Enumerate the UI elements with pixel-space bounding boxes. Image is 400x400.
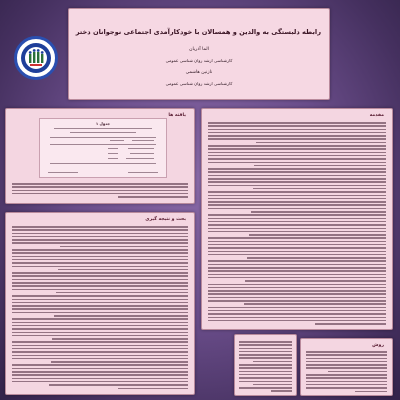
text-line xyxy=(306,364,387,366)
text-line xyxy=(12,318,188,320)
discussion-text xyxy=(12,226,188,391)
table-note xyxy=(48,172,78,173)
text-line xyxy=(12,325,188,327)
table-label: جدول ۱ xyxy=(95,121,111,126)
text-line xyxy=(208,185,386,187)
text-line xyxy=(306,377,387,379)
text-line xyxy=(12,262,188,264)
text-line xyxy=(12,378,188,380)
text-line xyxy=(12,374,188,376)
text-line xyxy=(12,305,188,307)
discussion-title: بحث و نتیجه گیری xyxy=(145,217,186,222)
table-cell xyxy=(110,140,124,141)
text-line xyxy=(239,381,292,383)
text-line xyxy=(306,381,387,383)
text-line xyxy=(12,226,188,228)
notes-text xyxy=(239,341,292,394)
text-line xyxy=(208,251,386,253)
text-line xyxy=(208,247,386,249)
text-line xyxy=(208,181,386,183)
text-line xyxy=(306,367,387,369)
text-line xyxy=(208,122,386,124)
table-note xyxy=(128,172,158,173)
text-line xyxy=(208,168,386,170)
text-line xyxy=(12,299,188,301)
text-line xyxy=(251,211,386,213)
text-line xyxy=(208,297,386,299)
text-line xyxy=(306,354,387,356)
text-line xyxy=(12,302,188,304)
text-line xyxy=(315,323,386,325)
text-line xyxy=(12,183,188,185)
poster-header xyxy=(68,8,330,100)
text-line xyxy=(12,242,188,244)
discussion-section xyxy=(5,212,195,395)
text-line xyxy=(208,208,386,210)
text-line xyxy=(208,270,386,272)
text-line xyxy=(208,201,386,203)
author-affiliation-2: کارشناسی ارشد روان شناسی عمومی xyxy=(165,81,233,86)
text-line xyxy=(208,129,386,131)
text-line xyxy=(118,388,188,390)
text-line xyxy=(12,190,188,192)
text-line xyxy=(12,328,188,330)
table-cell xyxy=(108,158,118,159)
text-line xyxy=(208,135,386,137)
text-line xyxy=(208,260,386,262)
text-line xyxy=(208,237,386,239)
text-line xyxy=(306,351,387,353)
text-line xyxy=(239,341,292,343)
text-line xyxy=(208,310,386,312)
text-line xyxy=(208,290,386,292)
text-line xyxy=(254,165,386,167)
text-line xyxy=(12,193,188,195)
text-line xyxy=(208,284,386,286)
poster-title: رابطه دلبستگی به والدین و همسالان با خودکارآمدی اجتماعی نوجوانان دختر xyxy=(75,28,321,36)
text-line xyxy=(208,221,386,223)
text-line xyxy=(12,279,188,281)
text-line xyxy=(208,313,386,315)
text-line xyxy=(12,239,188,241)
text-line xyxy=(208,241,386,243)
text-line xyxy=(12,285,188,287)
text-line xyxy=(239,387,292,389)
text-line xyxy=(208,264,386,266)
findings-title: یافته ها xyxy=(168,113,186,118)
text-line xyxy=(306,358,387,360)
text-line xyxy=(12,312,188,314)
text-line xyxy=(12,249,188,251)
method-title: روش xyxy=(372,343,384,348)
text-line xyxy=(12,236,188,238)
author-name-1: الما آذریان xyxy=(189,47,209,52)
table-cell xyxy=(128,148,154,149)
text-line xyxy=(247,257,386,259)
text-line xyxy=(12,266,188,268)
text-line xyxy=(239,374,292,376)
text-line xyxy=(12,229,188,231)
table-cell xyxy=(132,140,154,141)
text-line xyxy=(51,361,188,363)
text-line xyxy=(12,289,188,291)
table-rule xyxy=(50,163,156,164)
text-line xyxy=(208,132,386,134)
text-line xyxy=(208,254,386,256)
text-line xyxy=(244,303,386,305)
text-line xyxy=(56,292,188,294)
table-cell xyxy=(108,153,118,154)
text-line xyxy=(253,188,387,190)
text-line xyxy=(12,355,188,357)
text-line xyxy=(12,351,188,353)
text-line xyxy=(12,259,188,261)
text-line xyxy=(208,152,386,154)
text-line xyxy=(12,308,188,310)
method-text xyxy=(306,351,387,394)
text-line xyxy=(253,384,292,386)
text-line xyxy=(208,204,386,206)
text-line xyxy=(245,280,386,282)
text-line xyxy=(239,371,292,373)
text-line xyxy=(208,162,386,164)
text-line xyxy=(306,374,387,376)
text-line xyxy=(208,228,386,230)
text-line xyxy=(208,307,386,309)
text-line xyxy=(256,142,386,144)
text-line xyxy=(52,338,188,340)
text-line xyxy=(239,348,292,350)
text-line xyxy=(355,391,387,393)
table-cell xyxy=(130,153,154,154)
text-line xyxy=(12,335,188,337)
text-line xyxy=(49,384,188,386)
text-line xyxy=(12,256,188,258)
text-line xyxy=(208,148,386,150)
table-cell xyxy=(126,158,154,159)
text-line xyxy=(60,246,188,248)
text-line xyxy=(12,295,188,297)
text-line xyxy=(306,387,387,389)
table-cell xyxy=(108,148,118,149)
findings-section xyxy=(5,108,195,204)
text-line xyxy=(328,371,387,373)
text-line xyxy=(239,357,292,359)
text-line xyxy=(253,361,292,363)
text-line xyxy=(208,145,386,147)
author-affiliation-1: کارشناسی ارشد روان شناسی عمومی xyxy=(165,58,233,63)
text-line xyxy=(12,364,188,366)
table-rule xyxy=(50,137,156,138)
text-line xyxy=(208,198,386,200)
text-line xyxy=(208,155,386,157)
text-line xyxy=(249,234,386,236)
text-line xyxy=(12,233,188,235)
text-line xyxy=(208,300,386,302)
text-line xyxy=(208,244,386,246)
text-line xyxy=(208,214,386,216)
text-line xyxy=(239,377,292,379)
text-line xyxy=(12,332,188,334)
table-rule xyxy=(50,144,156,145)
table-caption-line xyxy=(54,128,152,129)
table-caption-line xyxy=(70,132,136,133)
text-line xyxy=(12,186,188,188)
text-line xyxy=(12,252,188,254)
text-line xyxy=(208,178,386,180)
notes-section xyxy=(234,334,297,396)
text-line xyxy=(239,367,292,369)
text-line xyxy=(12,322,188,324)
text-line xyxy=(208,158,386,160)
intro-title: مقدمه xyxy=(369,113,384,118)
text-line xyxy=(12,345,188,347)
text-line xyxy=(239,354,292,356)
text-line xyxy=(12,371,188,373)
intro-text xyxy=(208,122,386,326)
text-line xyxy=(58,269,188,271)
method-section xyxy=(300,338,393,396)
text-line xyxy=(306,384,387,386)
text-line xyxy=(239,364,292,366)
text-line xyxy=(208,293,386,295)
text-line xyxy=(208,317,386,319)
text-line xyxy=(12,341,188,343)
text-line xyxy=(12,368,188,370)
text-line xyxy=(208,195,386,197)
text-line xyxy=(208,274,386,276)
results-table xyxy=(39,118,167,178)
text-line xyxy=(208,175,386,177)
text-line xyxy=(54,315,188,317)
text-line xyxy=(208,224,386,226)
text-line xyxy=(208,231,386,233)
text-line xyxy=(306,361,387,363)
text-line xyxy=(12,275,188,277)
intro-section xyxy=(201,108,393,330)
text-line xyxy=(12,348,188,350)
text-line xyxy=(12,358,188,360)
text-line xyxy=(208,125,386,127)
text-line xyxy=(239,344,292,346)
text-line xyxy=(208,267,386,269)
text-line xyxy=(239,351,292,353)
text-line xyxy=(208,320,386,322)
text-line xyxy=(208,191,386,193)
text-line xyxy=(208,138,386,140)
university-logo-icon xyxy=(14,36,58,80)
author-name-2: نازنین هاشمی xyxy=(185,70,213,75)
text-line xyxy=(12,272,188,274)
text-line xyxy=(12,282,188,284)
text-line xyxy=(12,381,188,383)
text-line xyxy=(208,287,386,289)
text-line xyxy=(208,277,386,279)
text-line xyxy=(271,390,292,392)
text-line xyxy=(118,196,188,198)
text-line xyxy=(208,218,386,220)
text-line xyxy=(208,171,386,173)
findings-text xyxy=(12,183,188,199)
